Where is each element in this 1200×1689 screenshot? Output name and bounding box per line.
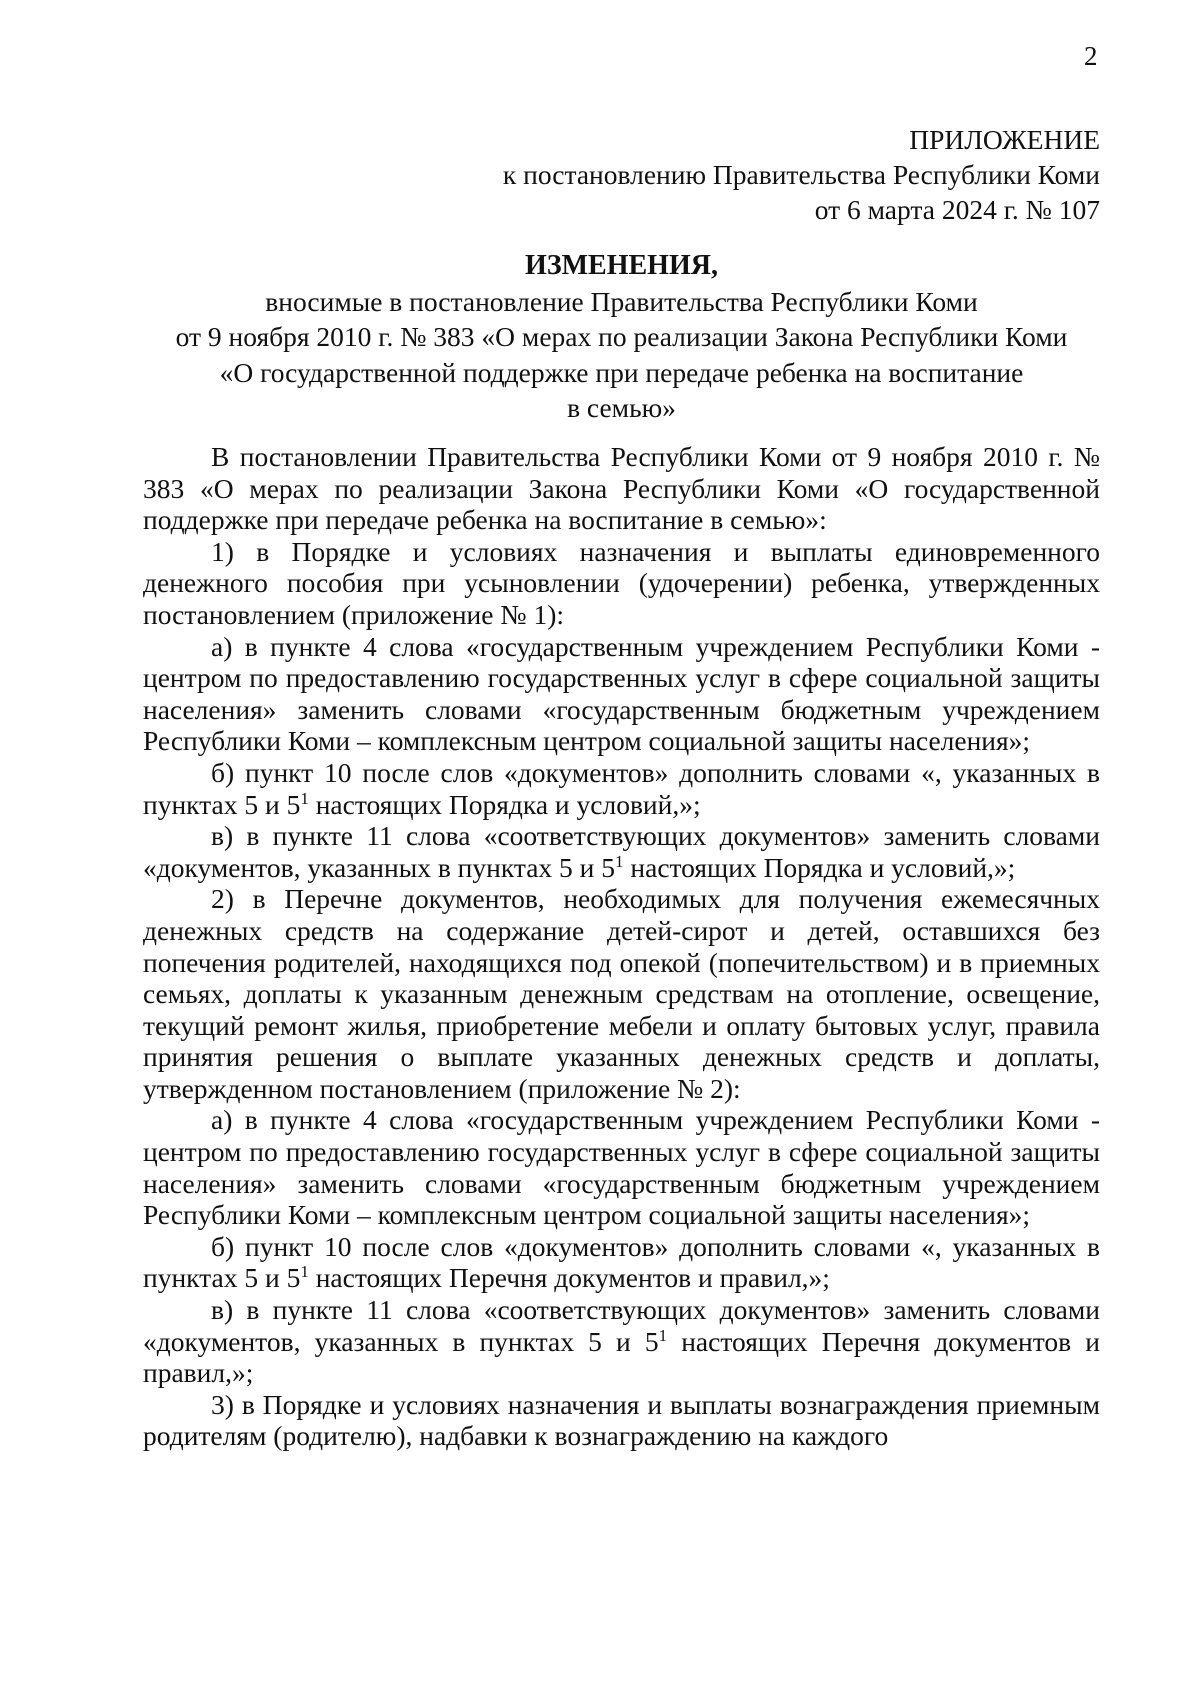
item-1-b (143, 757, 1100, 820)
appendix-label: ПРИЛОЖЕНИЕ (909, 124, 1100, 155)
item-1-c (143, 820, 1100, 883)
heading-line-2: от 9 ноября 2010 г. № 383 «О мерах по реализации Закона Республики Коми (175, 321, 1068, 353)
item-2-c-superscript: 1 (658, 1325, 668, 1345)
item-1-c-superscript: 1 (615, 851, 624, 871)
document-body (143, 441, 1100, 1452)
heading-line-1: вносимые в постановление Правительства Республики Коми (265, 285, 978, 317)
item-1-b-text-end: настоящих Порядка и условий,»; (308, 788, 701, 820)
item-2-c-text-end: настоящих Перечня документов и правил,»; (143, 1325, 1100, 1389)
item-1-a: а) в пункте 4 слова «государственным учреждением Республики Коми - центром по предоставлению государственных услуг в сфере социальной защиты населения» заменить словами «государственным бюджетным учреждением Республики Коми – комплексным центром социальной защиты населения»; (143, 630, 1100, 757)
item-2: 2) в Перечне документов, необходимых для получения ежемесячных денежных средств на содержание детей-сирот и детей, оставшихся без попечения родителей, находящихся под опекой (попечительством) и в приемных семьях, доплаты к указанным денежным средствам на отопление, освещение, текущий ремонт жилья, приобретение мебели и оплату бытовых услуг, правила принятия решения о выплате указанных денежных средств и доплаты, утвержденном постановлением (приложение № 2): (143, 883, 1100, 1104)
item-2-c (143, 1294, 1100, 1389)
appendix-reference: к постановлению Правительства Республики Коми (502, 159, 1100, 190)
document-heading (143, 248, 1100, 426)
item-2-b-superscript: 1 (300, 1262, 309, 1282)
item-2-b-text-end: настоящих Перечня документов и правил,»; (308, 1262, 830, 1294)
appendix-block (503, 122, 1100, 227)
item-2-c-text: в) в пункте 11 слова «соответствующих документов» заменить словами «документов, указанных в пунктах 5 и 5 (143, 1294, 1100, 1357)
item-1: 1) в Порядке и условиях назначения и выплаты единовременного денежного пособия при усыновлении (удочерении) ребенка, утвержденных постановлением (приложение № 1): (143, 535, 1100, 630)
intro-paragraph: В постановлении Правительства Республики Коми от 9 ноября 2010 г. № 383 «О мерах по реализации Закона Республики Коми «О государственной поддержке при передаче ребенка на воспитание в семью»: (143, 441, 1100, 536)
appendix-date-number: от 6 марта 2024 г. № 107 (814, 194, 1100, 225)
heading-line-4: в семью» (567, 392, 676, 424)
document-title: ИЗМЕНЕНИЯ, (525, 250, 718, 281)
item-1-b-superscript: 1 (300, 788, 309, 808)
item-2-b-text: б) пункт 10 после слов «документов» дополнить словами «, указанных в пунктах 5 и 5 (143, 1230, 1100, 1294)
item-1-c-text: в) в пункте 11 слова «соответствующих документов» заменить словами «документов, указанных в пунктах 5 и 5 (143, 820, 1100, 883)
page-number: 2 (1084, 41, 1098, 71)
item-2-a: а) в пункте 4 слова «государственным учреждением Республики Коми - центром по предоставлению государственных услуг в сфере социальной защиты населения» заменить словами «государственным бюджетным учреждением Республики Коми – комплексным центром социальной защиты населения»; (143, 1104, 1100, 1231)
heading-line-3: «О государственной поддержке при передаче ребенка на воспитание (219, 356, 1024, 388)
item-3: 3) в Порядке и условиях назначения и выплаты вознаграждения приемным родителям (родителю), надбавки к вознаграждению на каждого (143, 1388, 1100, 1452)
item-1-b-text: б) пункт 10 после слов «документов» дополнить словами «, указанных в пунктах 5 и 5 (143, 756, 1100, 820)
item-2-b (143, 1231, 1100, 1294)
item-1-c-text-end: настоящих Порядка и условий,»; (623, 851, 1016, 883)
